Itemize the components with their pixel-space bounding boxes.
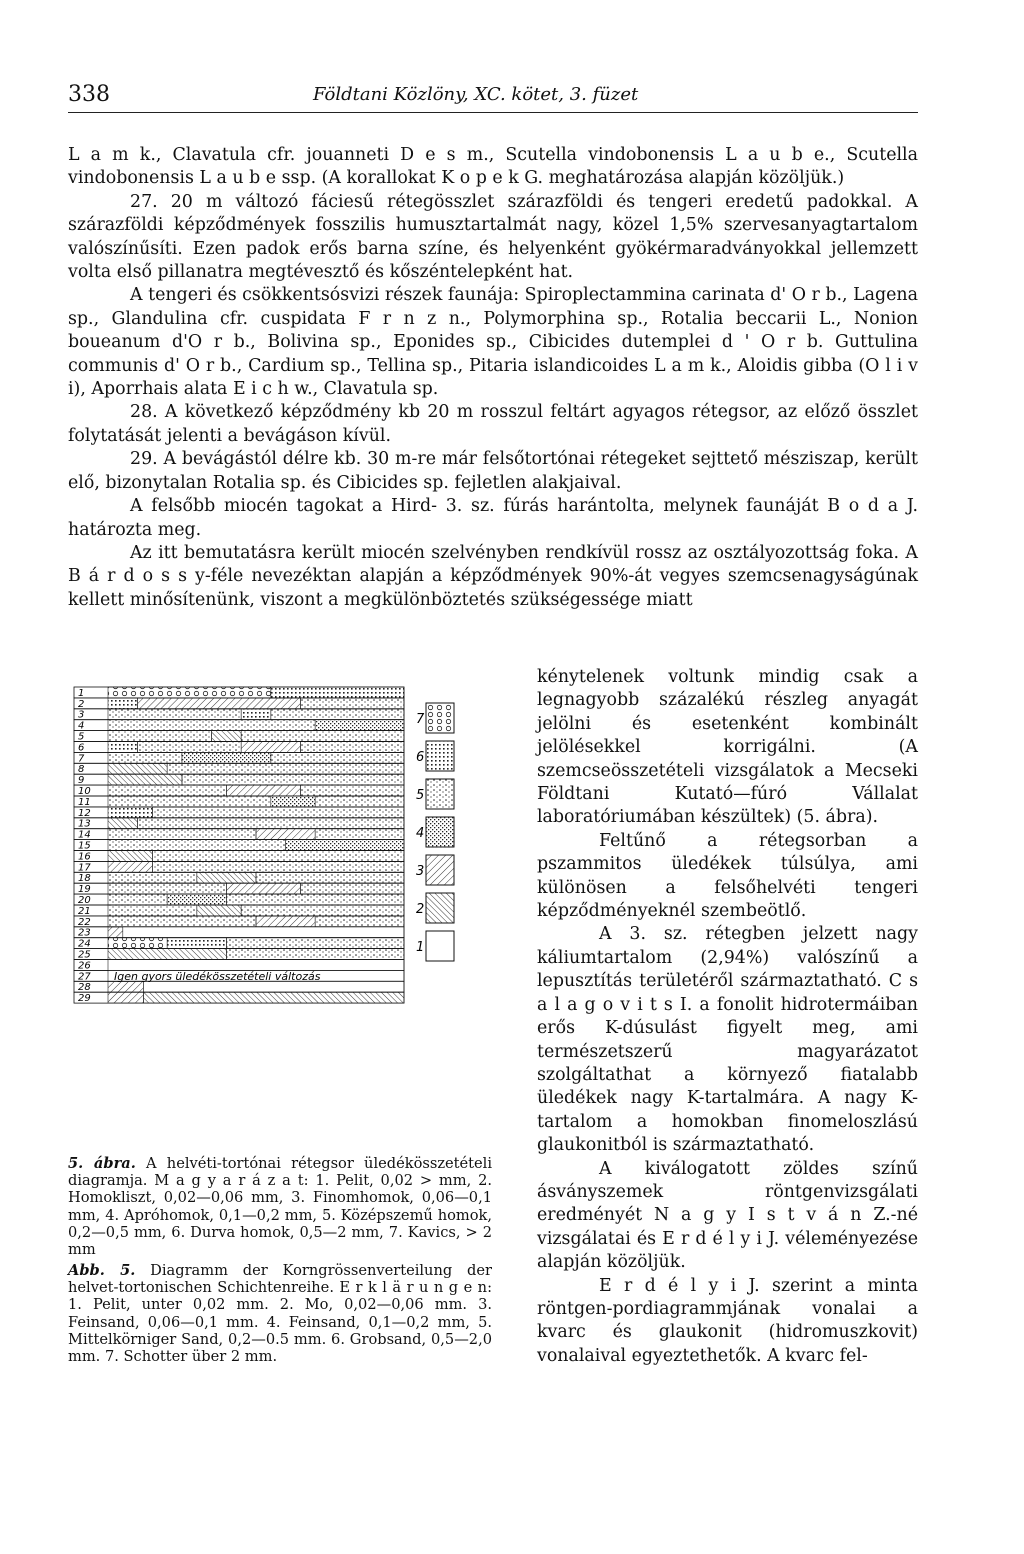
layer-segment [241,731,404,742]
layer-segment [108,938,167,949]
paragraph: A 3. sz. rétegben jelzett nagy káliumtartalom (2,94%) valószínű a lepusztítás területéről származtatható. C s a l a g o v i t s I. a fonolit hidrotermáiban erős K-dúsulást figyelt meg, ami természetszerű magyarázatot szolgáltathat a környező fiatalabb üledékek nagy K-tartalmára. A nagy K-tartalom a homokban finomeloszlású glaukonitból is származtatható. [537,924,918,1156]
legend-swatch [426,741,454,771]
layer-segment [108,981,144,992]
paragraph: A tengeri és csökkentsósvizi részek faunája: Spiroplectammina carinata d' O r b., Lagena sp., Glandulina cfr. cuspidata F r n z n., Polymorphina sp., Rotalia beccarii L., Nonion boueanum d'O r b., Bolivina sp., Eponides sp., Cibicides dutemplei d ' O r b. Guttulina communis d' O r b., Cardium sp., Tellina sp., Pitaria islandicoides L a m k., Aloidis gibba (O l i v i), Aporrhais alata E i c h w., Clavatula sp. [68,285,918,400]
paragraph: E r d é l y i J. szerint a minta röntgen-pordiagrammjának vonalai a kvarc és glaukonit (hidromuszkovit) vonalaival egyeztethetők. A kvarc fel- [537,1275,918,1366]
layer-segment [108,698,138,709]
body-text-top [68,144,918,612]
layer-number: 25 [78,949,91,961]
figure-label: 5. ábra. [68,1155,136,1172]
layer-segment [300,698,404,709]
layer-number: 16 [78,851,91,863]
caption-text: A helvéti-tortónai rétegsor üledékösszetételi diagramja. M a g y a r á z a t: 1. Pelit, 0,02 > mm, 2. Homokliszt, 0,02—0,06 mm, 3. Finomhomok, 0,06—0,1 mm, 4. Apróhomok, 0,1—0,2 mm, 5. Középszemű homok, 0,2—0,5 mm, 6. Durva homok, 0,5—2 mm, 7. Kavics, > 2 mm [68,1155,493,1259]
layer-number: 11 [78,796,91,808]
paragraph: Az itt bemutatásra került miocén szelvényben rendkívül rossz az osztályozottság foka. A B á r d o s s y-féle nevezéktan alapján a képződmények 90%-át vegyes szemcsenagyságúnak kellett minősítenünk, viszont a megkülönböztetés szükségessége miatt [68,542,918,610]
layer-segment [108,720,315,731]
layer-segment [108,687,271,698]
layer-segment [108,742,138,753]
layer-number: 24 [78,938,91,950]
layer-number: 18 [78,873,91,885]
layer-segment [108,829,256,840]
layer-number: 28 [78,982,91,994]
layer-segment [226,883,300,894]
paragraph: 27. 20 m változó fáciesű rétegösszlet szárazföldi és tengeri eredetű padokkal. A szárazföldi képződmények fosszilis humusztartalmát nagy, közel 1,5% szervesanyagtartalom valószínűsíti. Ezen padok erős barna színe, és helyenként gyökérmaradványokkal jellemzett volta első pillanatra megtévesztő és kőszéntelepként hat. [68,191,918,283]
layer-segment [226,949,404,960]
paragraph: 28. A következő képződmény kb 20 m rosszul feltárt agyagos rétegsor, az előző összlet folytatását jelenti a bevágáson kívül. [68,402,918,446]
layer-segment [108,960,404,971]
legend-label: 7 [416,712,425,727]
paragraph: L a m k., Clavatula cfr. jouanneti D e s m., Scutella vindobonensis L a u b e., Scutella vindobonensis L a u b e ssp. (A korallokat K o p e k G. meghatározása alapján közöljük.) [68,145,918,189]
running-title: Földtani Közlöny, XC. kötet, 3. füzet [313,84,639,105]
layer-segment [108,774,182,785]
layer-segment [256,916,315,927]
layer-number: 21 [78,905,91,917]
legend-label: 1 [416,940,425,955]
rapid-change-annotation: Igen gyors üledékösszetételi változás [114,969,321,983]
legend-label: 6 [416,750,425,765]
layer-segment [241,905,404,916]
layer-segment [108,905,197,916]
page-number: 338 [68,82,110,107]
layer-number: 4 [78,720,85,732]
layer-number: 13 [78,818,91,830]
layer-segment [300,883,404,894]
figure-caption-german [68,1262,492,1365]
layer-number: 27 [78,971,91,983]
layer-segment [108,818,138,829]
layer-segment [108,894,167,905]
layer-segment [108,883,226,894]
layer-segment [256,829,315,840]
layer-segment [271,752,404,763]
layer-segment [197,905,241,916]
layer-segment [271,709,404,720]
layer-segment [226,938,404,949]
legend-label: 3 [416,864,425,879]
legend-label: 5 [416,788,425,803]
layer-number: 6 [78,742,85,754]
layer-number: 9 [78,775,85,787]
layer-segment [108,709,241,720]
legend-swatch [426,817,454,847]
page-header [68,82,918,110]
layer-number: 3 [78,709,85,721]
layer-segment [271,796,315,807]
layer-segment [108,949,226,960]
layer-segment [138,818,404,829]
layer-segment [108,992,144,1003]
paragraph: 29. A bevágástól délre kb. 30 m-re már felsőtortónai rétegeket sejttető mésziszap, került elő, bizonytalan Rotalia sp. és Cibicides sp. fejletlen alakjaival. [68,449,918,493]
layer-segment [108,796,271,807]
layer-segment [152,861,404,872]
body-text-right-column [537,666,918,1368]
layer-segment [108,752,182,763]
layer-segment [108,851,152,862]
layer-number: 22 [78,916,91,928]
layer-segment [315,916,404,927]
layer-segment [241,709,271,720]
layer-number: 7 [78,753,85,765]
paragraph: A felsőbb miocén tagokat a Hird- 3. sz. fúrás harántolta, melynek faunáját B o d a J. határozta meg. [68,496,918,540]
layer-segment [138,698,301,709]
layer-segment [182,752,271,763]
layer-segment [138,742,242,753]
layer-segment [144,981,404,992]
legend-swatch [426,703,454,733]
layer-number: 2 [78,698,85,710]
grain-size-diagram [66,683,486,1005]
layer-segment [300,742,404,753]
layer-segment [226,785,300,796]
layer-segment [108,872,197,883]
layer-number: 20 [78,895,91,906]
paragraph: kénytelenek voltunk mindig csak a legnagyobb százalékú részleg anyagát jelölni és esetenként kombinált jelölésekkel korrigálni. (A szemcseösszetételi vizsgálatok a Mecseki Földtani Kutató—fúró Vállalat laboratóriumában készültek) (5. ábra). [537,667,918,828]
layer-number: 14 [78,829,91,841]
legend-swatch [426,893,454,923]
layer-segment [108,785,226,796]
layer-segment [167,894,226,905]
layer-number: 19 [78,884,91,896]
layer-segment [152,851,404,862]
layer-segment [144,992,404,1003]
legend-swatch [426,855,454,885]
legend-label: 4 [416,826,425,841]
layer-number: 5 [78,731,85,743]
layer-segment [182,774,404,785]
layer-segment [226,894,404,905]
layer-number: 23 [78,927,91,939]
layer-number: 15 [78,840,91,852]
layer-number: 8 [78,764,85,776]
layer-number: 26 [78,960,91,972]
layer-segment [271,687,404,698]
layer-segment [286,840,404,851]
layer-segment [108,731,212,742]
layer-segment [108,861,152,872]
paragraph: A kiválogatott zöldes színű ásványszemek röntgenvizsgálati eredményét N a g y I s t v á n Z.-né vizsgálatai és E r d é l y i J. véleményezése alapján közöljük. [537,1158,918,1273]
layer-segment [108,927,123,938]
figure-label: Abb. 5. [68,1262,136,1279]
layer-segment [256,872,404,883]
layer-segment [241,742,300,753]
layer-segment [108,840,286,851]
header-rule [68,112,918,113]
layer-segment [167,938,226,949]
layer-segment [315,829,404,840]
layer-number: 10 [78,786,91,797]
layer-number: 17 [78,862,91,874]
legend-swatch [426,779,454,809]
figure-caption-hungarian [68,1155,492,1258]
layer-segment [167,763,404,774]
legend-swatch [426,931,454,961]
layer-segment [212,731,242,742]
layer-number: 1 [78,687,85,699]
layer-segment [197,872,256,883]
legend-label: 2 [416,902,425,917]
layer-number: 12 [78,807,91,819]
layer-segment [300,785,404,796]
layer-segment [315,720,404,731]
layer-segment [108,916,256,927]
layer-segment [108,763,167,774]
caption-text: Diagramm der Korngrössenverteilung der helvet-tortonischen Schichtenreihe. E r k l ä r u n g e n: 1. Pelit, unter 0,02 mm. 2. Mo, 0,02—0,06 mm. 3. Feinsand, 0,06—0,1 mm. 4. Feinsand, 0,1—0,2 mm, 5. Mittelkörniger Sand, 0,2—0.5 mm. 6. Grobsand, 0,5—2,0 mm. 7. Schotter über 2 mm. [68,1262,492,1366]
layer-segment [315,796,404,807]
paragraph: Feltűnő a rétegsorban a pszammitos üledékek túlsúlya, ami különösen a felsőhelvéti tengeri képződményeknél szembeötlő. [537,830,918,922]
layer-segment [108,807,152,818]
layer-number: 29 [78,993,91,1005]
layer-segment [123,927,404,938]
layer-segment [152,807,404,818]
